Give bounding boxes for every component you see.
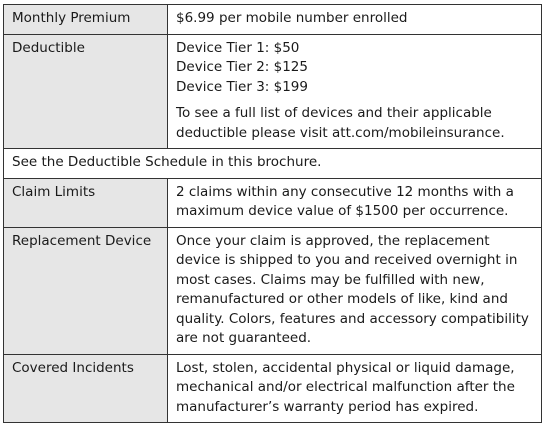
table-row-replacement-device [4, 227, 542, 354]
device-tier-2: Device Tier 2: $125 [176, 59, 308, 75]
row-label-replacement-device: Replacement Device [4, 227, 168, 354]
deductible-schedule-note: See the Deductible Schedule in this brochure. [4, 149, 542, 179]
covered-incidents-text: Lost, stolen, accidental physical or liquid damage, mechanical and/or electrical malfunction after the manufacturer’s warranty period has expired. [176, 359, 515, 415]
row-label-covered-incidents: Covered Incidents [4, 354, 168, 423]
device-tier-1: Device Tier 1: $50 [176, 39, 300, 56]
table-row-claim-limits [4, 178, 542, 227]
table-row-deductible-schedule-note [4, 149, 542, 179]
row-value-monthly-premium [168, 5, 542, 35]
row-value-deductible [168, 34, 542, 149]
row-label-deductible: Deductible [4, 34, 168, 149]
table-row-deductible [4, 34, 542, 149]
replacement-device-text: Once your claim is approved, the replacement device is shipped to you and received overnight in most cases. Claims may be fulfilled with new, remanufactured or other models of like, kind and quality. Colors, features and accessory compatibility are not guaranteed. [176, 232, 529, 346]
deductible-tier-list [176, 39, 533, 98]
device-tier-3: Device Tier 3: $199 [176, 78, 308, 95]
table-row-monthly-premium [4, 5, 542, 35]
row-value-covered-incidents [168, 354, 542, 423]
coverage-summary-table [3, 4, 542, 423]
deductible-more-info: To see a full list of devices and their applicable deductible please visit att.com/mobileinsurance. [176, 105, 505, 141]
table-row-covered-incidents [4, 354, 542, 423]
row-label-monthly-premium: Monthly Premium [4, 5, 168, 35]
row-label-claim-limits: Claim Limits [4, 178, 168, 227]
monthly-premium-text: $6.99 per mobile number enrolled [176, 10, 408, 26]
row-value-claim-limits [168, 178, 542, 227]
claim-limits-text: 2 claims within any consecutive 12 months with a maximum device value of $1500 per occurrence. [176, 183, 514, 219]
row-value-replacement-device [168, 227, 542, 354]
